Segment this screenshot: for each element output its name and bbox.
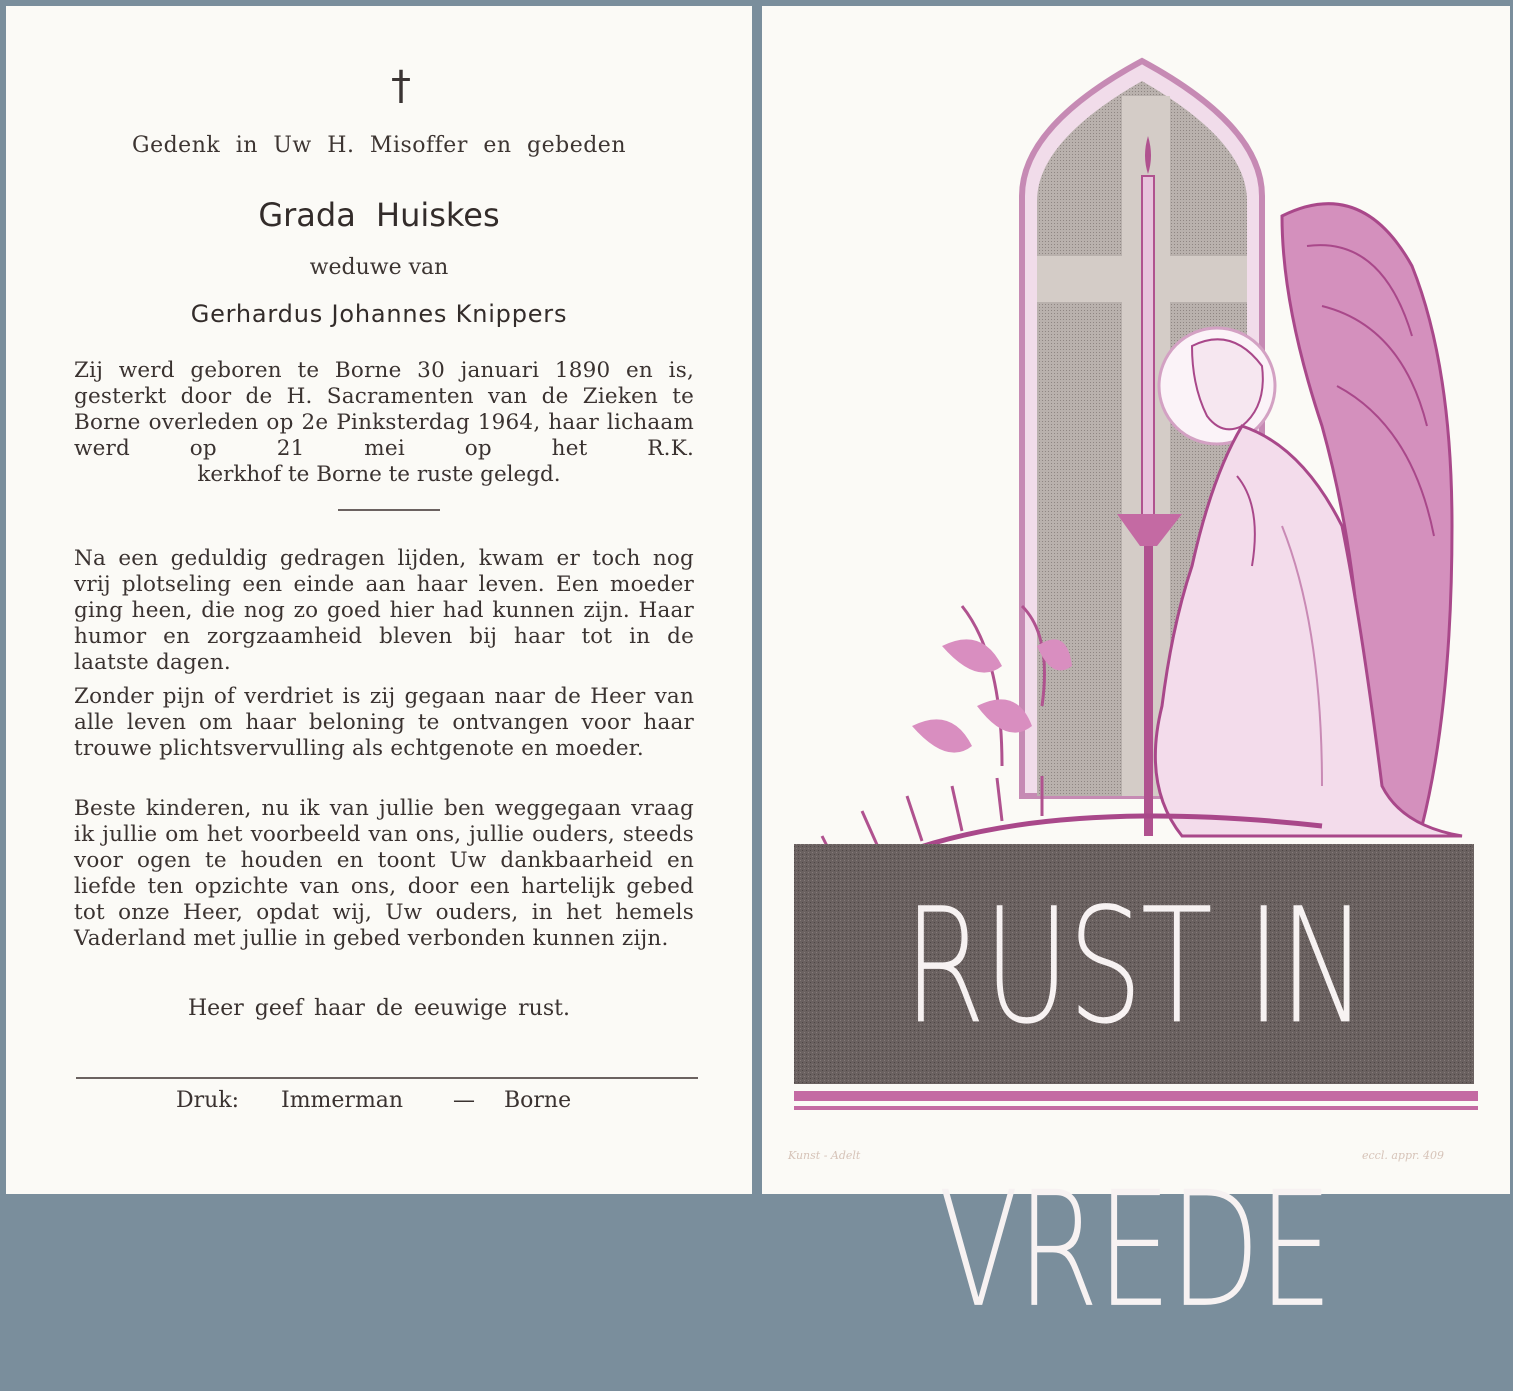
artist-credit: Kunst - Adelt bbox=[788, 1149, 861, 1162]
divider bbox=[76, 1077, 698, 1079]
biography-last-line: kerkhof te Borne te ruste gelegd. bbox=[197, 462, 561, 487]
biography-text: Zij werd geboren te Borne 30 januari 1890 en is, gesterkt door de H. Sacramenten van de Zieken te Borne overleden op 2e Pinksterdag 1964, haar lichaam werd op 21 mei op het R.K. bbox=[74, 358, 694, 461]
right-page bbox=[762, 6, 1510, 1343]
husband-name: Gerhardus Johannes Knippers bbox=[190, 300, 568, 328]
paragraph-3: Beste kinderen, nu ik van jullie ben weggegaan vraag ik jullie om het voorbeeld van ons, jullie ouders, steeds voor ogen te houden en toont Uw dankbaarheid en liefde ten opzichte van ons, door een hartelijk gebed tot onze Heer, opdat wij, Uw ouders, in het hemels Vaderland met jullie in gebed verbonden kunnen zijn. bbox=[74, 796, 694, 951]
closing-prayer: Heer geef haar de eeuwige rust. bbox=[188, 996, 570, 1021]
printer-city: Borne bbox=[504, 1088, 572, 1113]
divider bbox=[338, 509, 440, 511]
paragraph-2: Zonder pijn of verdriet is zij gegaan naar de Heer van alle leven om haar beloning te ontvangen voor haar trouwe plichtsvervulling als echtgenote en moeder. bbox=[74, 684, 694, 761]
paragraph-1: Na een geduldig gedragen lijden, kwam er toch nog vrij plotseling een einde aan haar leven. Een moeder ging heen, die nog zo goed hier had kunnen zijn. Haar humor en zorgzaamheid bleven bij haar tot in de laatste dagen. bbox=[74, 546, 694, 675]
banner-text: RUST IN VREDE bbox=[903, 872, 1366, 1343]
widow-of-text: weduwe van bbox=[309, 255, 449, 280]
approval-number: eccl. appr. 409 bbox=[1362, 1149, 1445, 1162]
intro-text: Gedenk in Uw H. Misoffer en gebeden bbox=[132, 133, 626, 158]
cross-icon: † bbox=[391, 63, 411, 109]
printer-label: Druk: bbox=[176, 1088, 240, 1113]
printer-name: Immerman bbox=[281, 1088, 404, 1113]
deceased-name: Grada Huiskes bbox=[258, 196, 500, 234]
left-page bbox=[6, 6, 752, 1194]
printer-dash: — bbox=[453, 1088, 475, 1113]
